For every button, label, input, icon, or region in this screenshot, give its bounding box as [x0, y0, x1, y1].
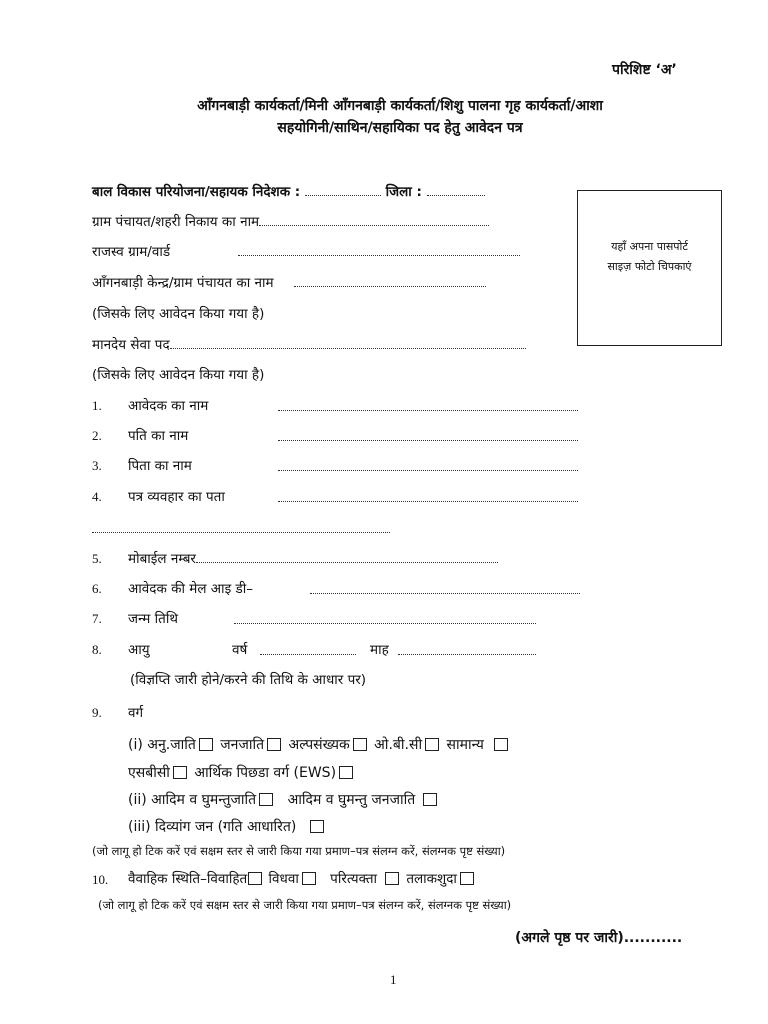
- divorced-checkbox[interactable]: [460, 872, 474, 885]
- applicant-name-label: आवेदक का नाम: [128, 398, 209, 414]
- marital-note: (जो लागू हो टिक करें एवं सक्षम स्तर से जारी किया गया प्रमाण–पत्र संलग्न करें, संलग्नक पृष्ट संख्या): [98, 898, 512, 912]
- age-label: आयु: [128, 642, 150, 658]
- honorarium-post-blank[interactable]: [170, 335, 526, 349]
- divorced-label: तलाकशुदा: [406, 871, 457, 887]
- photo-box: [577, 190, 722, 346]
- sc-label: अनु.जाति: [147, 737, 196, 753]
- dob-blank[interactable]: [234, 610, 536, 624]
- photo-instruction-1: यहाँ अपना पासपोर्ट: [611, 240, 688, 253]
- category-roman-ii: (ii): [128, 792, 147, 808]
- year-label: वर्ष: [232, 642, 248, 658]
- marital-row: [128, 869, 477, 887]
- anganwadi-row: [92, 273, 486, 291]
- anganwadi-blank[interactable]: [294, 273, 486, 287]
- primitive-tribe-label: आदिम व घुमन्तु जनजाति: [287, 792, 416, 808]
- item-number-4: 4.: [92, 489, 102, 504]
- st-checkbox[interactable]: [267, 738, 281, 751]
- general-checkbox[interactable]: [494, 738, 508, 751]
- husband-name-label: पति का नाम: [128, 428, 189, 444]
- dob-label: जन्म तिथि: [128, 611, 178, 627]
- sc-checkbox[interactable]: [199, 738, 213, 751]
- project-blank[interactable]: [305, 182, 381, 196]
- mbc-label: एसबीसी: [128, 765, 170, 781]
- primitive-tribe-checkbox[interactable]: [423, 793, 437, 806]
- ews-label: आर्थिक पिछडा वर्ग (EWS): [194, 765, 337, 781]
- gram-panchayat-row: [92, 212, 489, 230]
- applied-for-note-1: (जिसके लिए आवेदन किया गया है): [92, 306, 265, 322]
- year-blank[interactable]: [260, 641, 356, 655]
- district-label: जिला :: [385, 184, 422, 200]
- mbc-checkbox[interactable]: [173, 766, 187, 779]
- form-title-line-1: आँगनबाड़ी कार्यकर्ता/मिनी आँगनबाड़ी कार्यकर्ता/शिशु पालना गृह कार्यकर्ता/आशा: [197, 98, 603, 114]
- continued-label: (अगले पृष्ठ पर जारी)...........: [515, 930, 683, 946]
- mobile-row: [128, 549, 498, 567]
- revenue-village-blank[interactable]: [238, 242, 520, 256]
- revenue-village-row: [92, 242, 520, 260]
- mobile-blank[interactable]: [196, 549, 498, 563]
- widow-label: विधवा: [268, 871, 299, 887]
- category-label: वर्ग: [128, 705, 144, 721]
- annexure-label: परिशिष्ट ‘अ’: [612, 62, 677, 78]
- category-row-3: [128, 790, 440, 809]
- item-number-1: 1.: [92, 398, 102, 413]
- primitive-caste-label: आदिम व घुमन्तुजाति: [151, 792, 257, 808]
- item-number-7: 7.: [92, 611, 102, 626]
- photo-instruction-2: साइज़ फोटो चिपकाएं: [607, 260, 692, 273]
- marital-label: वैवाहिक स्थिति–विवाहित: [128, 871, 248, 887]
- item-number-5: 5.: [92, 551, 102, 566]
- minority-label: अल्पसंख्यक: [288, 737, 350, 753]
- month-blank[interactable]: [398, 641, 536, 655]
- month-label: माह: [370, 642, 389, 658]
- obc-checkbox[interactable]: [425, 738, 439, 751]
- disabled-label: दिव्यांग जन (गति आधारित): [155, 819, 297, 835]
- general-label: सामान्य: [446, 737, 484, 753]
- disabled-checkbox[interactable]: [310, 820, 324, 833]
- abandoned-checkbox[interactable]: [385, 872, 399, 885]
- item-number-6: 6.: [92, 581, 102, 596]
- honorarium-post-row: [92, 335, 526, 353]
- email-label: आवेदक की मेल आइ डी–: [128, 581, 253, 597]
- married-checkbox[interactable]: [248, 872, 262, 885]
- mobile-label: मोबाईल नम्बर: [128, 551, 196, 567]
- category-roman-i: (i): [128, 737, 143, 753]
- item-number-3: 3.: [92, 458, 102, 473]
- address-blank-2[interactable]: [92, 519, 390, 533]
- minority-checkbox[interactable]: [353, 738, 367, 751]
- project-label: बाल विकास परियोजना/सहायक निदेशक :: [92, 184, 301, 200]
- address-label: पत्र व्यवहार का पता: [128, 489, 225, 505]
- page-number: 1: [390, 972, 397, 987]
- obc-label: ओ.बी.सी: [374, 737, 423, 753]
- primitive-caste-checkbox[interactable]: [259, 793, 273, 806]
- abandoned-label: परित्यक्ता: [330, 871, 378, 887]
- category-row-4: [128, 817, 327, 836]
- age-note: (विज्ञप्ति जारी होने/करने की तिथि के आधार पर): [130, 672, 367, 688]
- husband-name-blank[interactable]: [278, 427, 578, 441]
- gram-panchayat-blank[interactable]: [259, 212, 489, 226]
- widow-checkbox[interactable]: [302, 872, 316, 885]
- email-blank[interactable]: [310, 580, 580, 594]
- district-blank[interactable]: [427, 182, 485, 196]
- father-name-blank[interactable]: [278, 457, 578, 471]
- item-number-2: 2.: [92, 428, 102, 443]
- category-roman-iii: (iii): [128, 819, 151, 835]
- item-number-10: 10.: [92, 872, 109, 887]
- category-row-2: [128, 763, 356, 782]
- item-number-8: 8.: [92, 642, 102, 657]
- ews-checkbox[interactable]: [339, 766, 353, 779]
- address-blank-1[interactable]: [278, 488, 578, 502]
- anganwadi-label: आँगनबाड़ी केन्द्र/ग्राम पंचायत का नाम: [92, 275, 274, 291]
- category-row-1: [128, 735, 511, 754]
- revenue-village-label: राजस्व ग्राम/वार्ड: [92, 244, 171, 260]
- applied-for-note-2: (जिसके लिए आवेदन किया गया है): [92, 367, 265, 383]
- item-number-9: 9.: [92, 705, 102, 720]
- st-label: जनजाति: [220, 737, 265, 753]
- honorarium-post-label: मानदेय सेवा पद: [92, 337, 170, 353]
- category-note: (जो लागू हो टिक करें एवं सक्षम स्तर से जारी किया गया प्रमाण–पत्र संलग्न करें, संलग्नक पृष्ट संख्या): [92, 844, 506, 858]
- father-name-label: पिता का नाम: [128, 458, 192, 474]
- project-row: [92, 182, 485, 200]
- applicant-name-blank[interactable]: [278, 397, 578, 411]
- gram-panchayat-label: ग्राम पंचायत/शहरी निकाय का नाम: [92, 214, 260, 230]
- form-title-line-2: सहयोगिनी/साथिन/सहायिका पद हेतु आवेदन पत्र: [277, 120, 523, 136]
